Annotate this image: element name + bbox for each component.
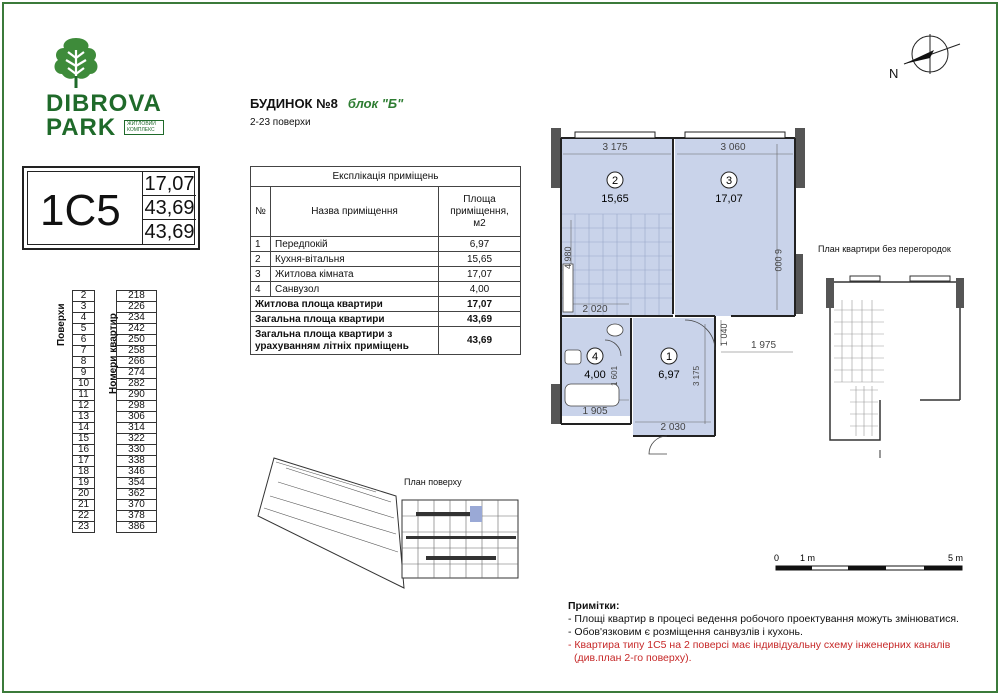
- area-living: 17,07: [144, 173, 195, 195]
- explication-row: 4 Санвузол 4,00: [251, 282, 521, 297]
- area-total-summer: 43,69: [144, 221, 195, 243]
- apartment-number: 386: [117, 522, 157, 533]
- explication-row: 2 Кухня-вітальня 15,65: [251, 252, 521, 267]
- spacer: [95, 412, 117, 423]
- explication-row: 3 Житлова кімната 17,07: [251, 267, 521, 282]
- scale-1m: 1 m: [800, 553, 816, 563]
- spacer: [95, 423, 117, 434]
- spacer: [95, 500, 117, 511]
- floors-row: [73, 302, 157, 313]
- apartment-number: 242: [117, 324, 157, 335]
- apartment-plan: [545, 124, 805, 464]
- col-name: Назва приміщення: [271, 187, 439, 237]
- col-no: №: [251, 187, 271, 237]
- notes-title: Примітки:: [568, 600, 620, 612]
- spacer: [95, 456, 117, 467]
- floor-number: 8: [73, 357, 95, 368]
- apartment-number: 354: [117, 478, 157, 489]
- floor-number: 14: [73, 423, 95, 434]
- floor-plan-label: План поверху: [404, 477, 462, 487]
- apartment-number: 314: [117, 423, 157, 434]
- logo-line2: PARK: [46, 114, 117, 141]
- floor-number: 15: [73, 434, 95, 445]
- room-3-no: 3: [725, 175, 733, 187]
- room-1-area: 6,97: [658, 369, 680, 381]
- dim-1601: 1 601: [610, 365, 619, 386]
- room-4-area: 4,00: [584, 369, 606, 381]
- north-label: N: [889, 66, 899, 81]
- apartment-number: 298: [117, 401, 157, 412]
- room-2-no: 2: [611, 175, 619, 187]
- floor-number: 13: [73, 412, 95, 423]
- floor-number: 6: [73, 335, 95, 346]
- spacer: [95, 522, 117, 533]
- logo-line1: DIBROVA: [46, 90, 162, 117]
- apartment-number: 258: [117, 346, 157, 357]
- spacer: [95, 467, 117, 478]
- dim-1040: 1 040: [719, 323, 729, 346]
- compass-icon: [890, 30, 970, 80]
- floors-row: [73, 423, 157, 434]
- spacer: [95, 478, 117, 489]
- logo-sub: ЖИТЛОВИЙ КОМПЛЕКС: [124, 120, 164, 135]
- no-partitions-label: План квартири без перегородок: [818, 244, 951, 254]
- explication-total: Загальна площа квартири з урахуванням літніх приміщень 43,69: [251, 327, 521, 355]
- floor-number: 2: [73, 291, 95, 302]
- spacer: [95, 401, 117, 412]
- explication-total: Житлова площа квартири 17,07: [251, 297, 521, 312]
- floor-number: 22: [73, 511, 95, 522]
- floors-row: [73, 456, 157, 467]
- floor-number: 21: [73, 500, 95, 511]
- apartment-number: 362: [117, 489, 157, 500]
- spacer: [95, 434, 117, 445]
- dim-1905: 1 905: [582, 406, 608, 417]
- floor-number: 18: [73, 467, 95, 478]
- apartment-number: 226: [117, 302, 157, 313]
- floors-row: [73, 401, 157, 412]
- apartment-number: 274: [117, 368, 157, 379]
- apartment-number: 346: [117, 467, 157, 478]
- room-3-area: 17,07: [715, 193, 743, 205]
- floors-row: [73, 412, 157, 423]
- apartment-number: 266: [117, 357, 157, 368]
- apartment-type-box: [22, 166, 200, 250]
- floor-number: 9: [73, 368, 95, 379]
- floors-row: [73, 500, 157, 511]
- apartment-number: 306: [117, 412, 157, 423]
- note-item: - Площі квартир в процесі ведення робочого проектування можуть змінюватися.: [568, 613, 959, 625]
- area-total: 43,69: [144, 197, 195, 219]
- no-partitions-plan: [820, 270, 970, 460]
- floors-row: [73, 511, 157, 522]
- floor-number: 16: [73, 445, 95, 456]
- oak-tree-icon: [52, 36, 100, 88]
- floor-number: 4: [73, 313, 95, 324]
- room-4-no: 4: [591, 351, 599, 363]
- floor-plan-thumbnail: [256, 456, 524, 596]
- dim-2030: 2 030: [660, 422, 686, 433]
- floors-row: [73, 434, 157, 445]
- explication-title: Експлікація приміщень: [251, 167, 521, 187]
- apartment-number: 290: [117, 390, 157, 401]
- floors-range: 2-23 поверхи: [250, 117, 311, 128]
- numbers-label: Номери квартир: [108, 313, 119, 394]
- notes: [568, 600, 959, 665]
- floors-row: [73, 445, 157, 456]
- floor-number: 3: [73, 302, 95, 313]
- floors-row: [73, 489, 157, 500]
- scale-bar: [772, 552, 968, 576]
- floor-number: 10: [73, 379, 95, 390]
- dim-4980: 4 980: [563, 246, 573, 269]
- note-item: - Квартира типу 1С5 на 2 поверсі має індивідуальну схему інженерних каналів: [568, 639, 951, 651]
- dim-3175: 3 175: [602, 142, 628, 153]
- floors-row: [73, 522, 157, 533]
- dim-6000: 6 000: [773, 249, 783, 272]
- scale-5m: 5 m: [948, 553, 964, 563]
- building-block: блок "Б": [347, 96, 404, 111]
- explication-row: 1 Передпокій 6,97: [251, 237, 521, 252]
- apartment-number: 282: [117, 379, 157, 390]
- floor-number: 19: [73, 478, 95, 489]
- room-1-no: 1: [665, 351, 673, 363]
- apartment-number: 330: [117, 445, 157, 456]
- spacer: [95, 302, 117, 313]
- floors-label: Поверхи: [56, 303, 67, 346]
- room-2-area: 15,65: [601, 193, 629, 205]
- spacer: [95, 291, 117, 302]
- note-item: - Обов'язковим є розміщення санвузлів і кухонь.: [568, 626, 803, 638]
- apartment-number: 218: [117, 291, 157, 302]
- apartment-number: 378: [117, 511, 157, 522]
- floor-number: 23: [73, 522, 95, 533]
- note-item: (див.план 2-го поверху).: [574, 652, 692, 664]
- apartment-number: 250: [117, 335, 157, 346]
- col-area: Площа приміщення, м2: [439, 187, 521, 237]
- explication-table: [250, 166, 521, 355]
- apartment-number: 370: [117, 500, 157, 511]
- floors-row: [73, 478, 157, 489]
- floor-number: 17: [73, 456, 95, 467]
- floor-number: 12: [73, 401, 95, 412]
- dim-2020: 2 020: [582, 304, 608, 315]
- floors-row: [73, 291, 157, 302]
- spacer: [95, 511, 117, 522]
- spacer: [95, 489, 117, 500]
- dim-1975: 1 975: [751, 340, 777, 351]
- apartment-type-code: 1С5: [40, 186, 121, 235]
- building-title: [250, 96, 403, 111]
- dim-3175-v: 3 175: [692, 365, 701, 386]
- floor-number: 7: [73, 346, 95, 357]
- floors-table: [56, 290, 157, 533]
- spacer: [95, 445, 117, 456]
- floor-number: 11: [73, 390, 95, 401]
- floors-row: [73, 467, 157, 478]
- explication-total: Загальна площа квартири 43,69: [251, 312, 521, 327]
- apartment-number: 234: [117, 313, 157, 324]
- apartment-number: 338: [117, 456, 157, 467]
- floor-number: 5: [73, 324, 95, 335]
- apartment-number: 322: [117, 434, 157, 445]
- building-number: БУДИНОК №8: [250, 96, 338, 111]
- dim-3060: 3 060: [720, 142, 746, 153]
- scale-0: 0: [774, 553, 780, 563]
- floor-number: 20: [73, 489, 95, 500]
